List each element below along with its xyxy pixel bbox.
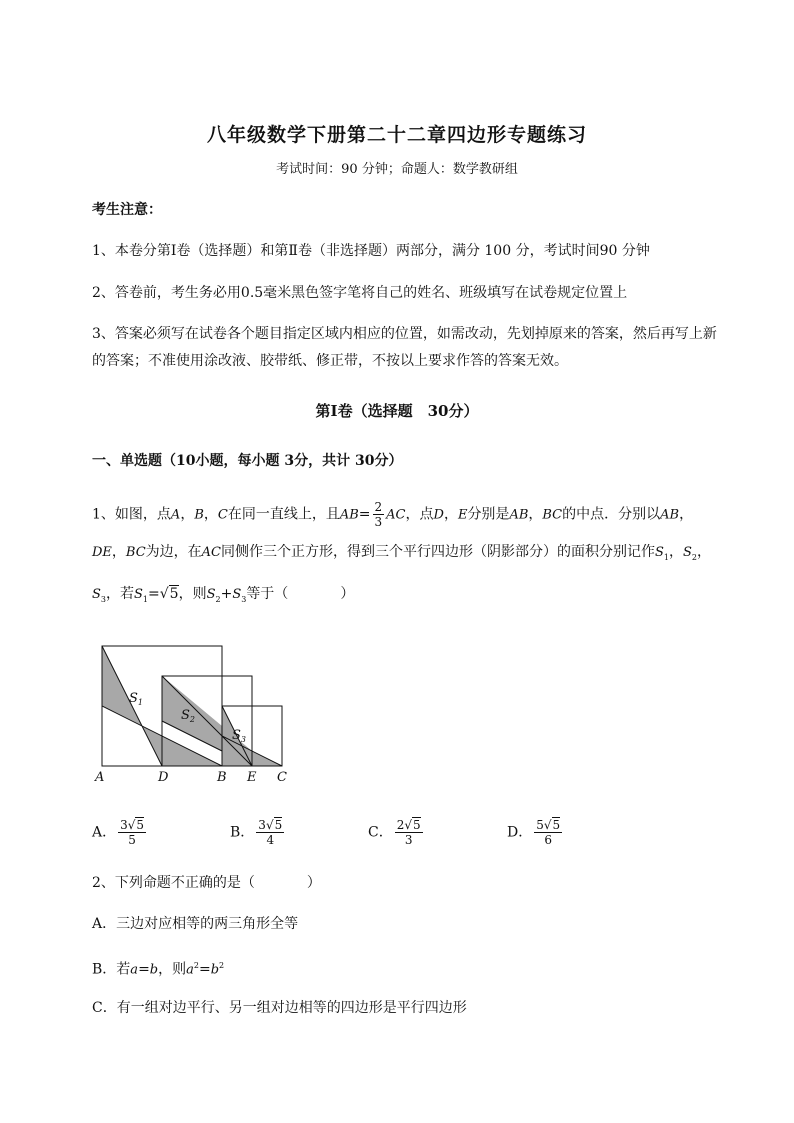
fraction-two-thirds: $\frac{2}{3}$ bbox=[374, 500, 383, 529]
notice-item-2: 2、答卷前，考生务必用0.5毫米黑色签字笔将自己的姓名、班级填写在试卷规定位置上 bbox=[92, 285, 628, 301]
notice-item-1: 1、本卷分第Ⅰ卷（选择题）和第Ⅱ卷（非选择题）两部分，满分 100 分，考试时间90 分钟 bbox=[92, 243, 650, 259]
page-title: 八年级数学下册第二十二章四边形专题练习 bbox=[206, 124, 587, 146]
q1-option-c[interactable]: C． $\frac{2√5}{3}$ bbox=[368, 818, 421, 847]
notice-item-3-cont: 的答案；不准使用涂改液、胶带纸、修正带，不按以上要求作答的答案无效。 bbox=[92, 353, 568, 369]
q2-option-c[interactable]: C．有一组对边平行、另一组对边相等的四边形是平行四边形 bbox=[92, 1000, 467, 1016]
q1-option-b[interactable]: B． $\frac{3√5}{4}$ bbox=[230, 818, 283, 847]
region-label-s3: $S_3$ bbox=[232, 728, 246, 744]
region-label-s1: $S_1$ bbox=[129, 691, 143, 707]
point-label-b: B bbox=[217, 770, 227, 785]
q2-option-b[interactable]: B．若a=b，则$a^2=b^2$ bbox=[92, 961, 225, 978]
q1-line-3: $S_3$，若$S_1=√5$，则$S_2+S_3$等于（ ） bbox=[92, 586, 355, 604]
q1-option-a[interactable]: A． $\frac{3√5}{5}$ bbox=[92, 818, 145, 847]
point-label-a: A bbox=[95, 770, 105, 785]
point-label-d: D bbox=[158, 770, 169, 785]
q2-stem: 2、下列命题不正确的是（ ） bbox=[92, 875, 321, 891]
q2-option-a[interactable]: A．三边对应相等的两三角形全等 bbox=[92, 916, 299, 932]
section-title: 第Ⅰ卷（选择题 30分） bbox=[315, 402, 479, 420]
part-title: 一、单选题（10小题，每小题 3分，共计 30分） bbox=[92, 453, 403, 469]
notice-item-3: 3、答案必须写在试卷各个题目指定区域内相应的位置，如需改动，先划掉原来的答案，然后再写上新 bbox=[92, 326, 717, 342]
q1-option-d[interactable]: D． $\frac{5√5}{6}$ bbox=[507, 818, 561, 847]
q1-figure bbox=[88, 638, 308, 788]
q1-line-1: 1、如图，点A，B，C在同一直线上，且AB= $\frac{2}{3}$ AC，点D，E分别是AB，BC的中点．分别以AB， bbox=[92, 500, 694, 529]
region-label-s2: $S_2$ bbox=[181, 708, 195, 724]
exam-subtitle: 考试时间：90 分钟；命题人：数学教研组 bbox=[276, 162, 518, 177]
point-label-c: C bbox=[277, 770, 287, 785]
point-label-e: E bbox=[247, 770, 257, 785]
notice-heading: 考生注意： bbox=[92, 202, 162, 218]
q1-line-2: DE，BC为边，在AC同侧作三个正方形，得到三个平行四边形（阴影部分）的面积分别记作$S_1$，$S_2$， bbox=[92, 544, 712, 562]
